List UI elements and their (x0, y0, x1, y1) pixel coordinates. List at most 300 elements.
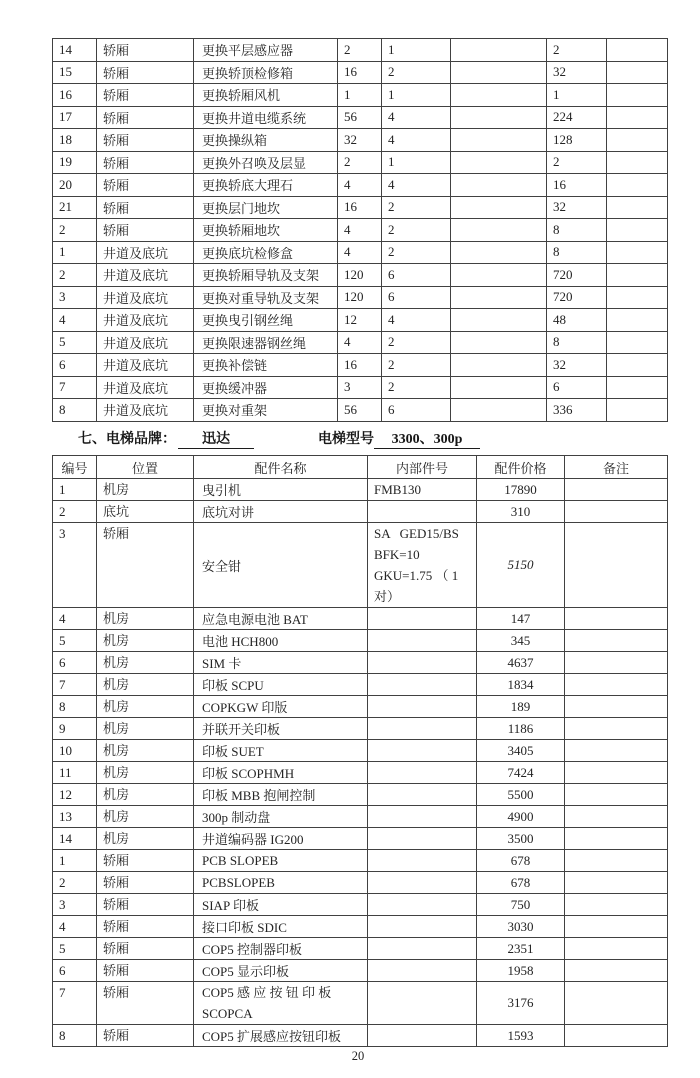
col-no: 5 (53, 938, 97, 960)
col-qty-b: 2 (382, 241, 451, 264)
col-total: 336 (547, 399, 607, 422)
col-total: 32 (547, 196, 607, 219)
col-location: 轿厢 (97, 850, 194, 872)
col-qty-a: 56 (338, 399, 382, 422)
col-work-item: 更换曳引钢丝绳 (194, 309, 338, 332)
col-location: 井道及底坑 (97, 354, 194, 377)
col-no: 5 (53, 630, 97, 652)
col-note (565, 740, 668, 762)
col-blank (451, 286, 547, 309)
col-qty-b: 2 (382, 219, 451, 242)
col-blank (451, 39, 547, 62)
table-row (53, 174, 668, 197)
col-no: 20 (53, 174, 97, 197)
col-remark (607, 219, 668, 242)
table-row (53, 630, 668, 652)
col-work-item: 更换操纵箱 (194, 129, 338, 152)
col-part-number (368, 740, 477, 762)
col-price: 5500 (477, 784, 565, 806)
col-no: 15 (53, 61, 97, 84)
col-part-number (368, 652, 477, 674)
col-work-item: 更换对重导轨及支架 (194, 286, 338, 309)
col-note (565, 674, 668, 696)
col-note (565, 872, 668, 894)
col-part-number (368, 938, 477, 960)
col-part-name: COPKGW 印版 (194, 696, 368, 718)
table-row (53, 501, 668, 523)
col-price: 3030 (477, 916, 565, 938)
col-part-number (368, 960, 477, 982)
col-part-name: SIAP 印板 (194, 894, 368, 916)
col-part-number (368, 696, 477, 718)
table-row (53, 151, 668, 174)
section-heading (78, 428, 480, 450)
col-part-name: 300p 制动盘 (194, 806, 368, 828)
col-location: 轿厢 (97, 219, 194, 242)
col-blank (451, 61, 547, 84)
col-work-item: 更换层门地坎 (194, 196, 338, 219)
col-qty-a: 120 (338, 286, 382, 309)
col-remark (607, 241, 668, 264)
col-qty-a: 4 (338, 331, 382, 354)
col-location: 机房 (97, 652, 194, 674)
col-work-item: 更换平层感应器 (194, 39, 338, 62)
col-location: 机房 (97, 696, 194, 718)
model-label: 电梯型号 (318, 432, 374, 447)
brand-label: 七、电梯品牌： (78, 432, 176, 447)
col-qty-a: 4 (338, 241, 382, 264)
col-part-number: FMB130 (368, 479, 477, 501)
col-work-item: 更换轿顶检修箱 (194, 61, 338, 84)
col-blank (451, 196, 547, 219)
col-no: 3 (53, 523, 97, 608)
col-location: 机房 (97, 674, 194, 696)
column-header: 配件名称 (194, 456, 368, 479)
col-qty-a: 2 (338, 151, 382, 174)
col-remark (607, 39, 668, 62)
col-qty-b: 4 (382, 174, 451, 197)
col-price: 3176 (477, 982, 565, 1025)
col-part-name: PCBSLOPEB (194, 872, 368, 894)
col-part-name: 接口印板 SDIC (194, 916, 368, 938)
col-blank (451, 309, 547, 332)
col-location: 轿厢 (97, 894, 194, 916)
col-total: 32 (547, 354, 607, 377)
col-price: 310 (477, 501, 565, 523)
col-location: 机房 (97, 828, 194, 850)
col-qty-b: 4 (382, 106, 451, 129)
col-no: 11 (53, 762, 97, 784)
col-no: 2 (53, 219, 97, 242)
col-location: 井道及底坑 (97, 399, 194, 422)
col-part-name: 安全钳 (194, 523, 368, 608)
col-part-number (368, 850, 477, 872)
col-remark (607, 61, 668, 84)
col-price: 1834 (477, 674, 565, 696)
col-location: 轿厢 (97, 872, 194, 894)
table-row (53, 129, 668, 152)
column-header: 内部件号 (368, 456, 477, 479)
table-row (53, 196, 668, 219)
table-row (53, 479, 668, 501)
col-location: 轿厢 (97, 960, 194, 982)
col-no: 3 (53, 894, 97, 916)
col-no: 1 (53, 479, 97, 501)
col-qty-b: 2 (382, 61, 451, 84)
col-note (565, 630, 668, 652)
col-part-name: 井道编码器 IG200 (194, 828, 368, 850)
col-price: 147 (477, 608, 565, 630)
page-number: 20 (351, 1049, 365, 1063)
col-price: 678 (477, 850, 565, 872)
col-part-name: 底坑对讲 (194, 501, 368, 523)
col-price: 4637 (477, 652, 565, 674)
col-remark (607, 309, 668, 332)
col-note (565, 960, 668, 982)
col-part-number (368, 501, 477, 523)
table-row (53, 938, 668, 960)
table-row (53, 309, 668, 332)
col-qty-a: 3 (338, 376, 382, 399)
table-header-row (53, 456, 668, 479)
col-part-number (368, 806, 477, 828)
col-no: 8 (53, 399, 97, 422)
col-work-item: 更换井道电缆系统 (194, 106, 338, 129)
col-note (565, 501, 668, 523)
col-no: 14 (53, 828, 97, 850)
col-total: 720 (547, 286, 607, 309)
table-row (53, 828, 668, 850)
col-remark (607, 354, 668, 377)
col-work-item: 更换底坑检修盒 (194, 241, 338, 264)
col-blank (451, 84, 547, 107)
column-header: 备注 (565, 456, 668, 479)
table-row (53, 264, 668, 287)
column-header: 编号 (53, 456, 97, 479)
col-remark (607, 286, 668, 309)
col-part-name: 印板 SCOPHMH (194, 762, 368, 784)
col-work-item: 更换轿厢风机 (194, 84, 338, 107)
col-total: 8 (547, 219, 607, 242)
col-blank (451, 174, 547, 197)
col-part-number (368, 718, 477, 740)
col-qty-b: 1 (382, 39, 451, 62)
col-no: 1 (53, 241, 97, 264)
table-row (53, 84, 668, 107)
col-work-item: 更换外召唤及层显 (194, 151, 338, 174)
col-note (565, 894, 668, 916)
col-no: 6 (53, 354, 97, 377)
column-header: 位置 (97, 456, 194, 479)
table-row (53, 740, 668, 762)
col-total: 48 (547, 309, 607, 332)
col-work-item: 更换轿底大理石 (194, 174, 338, 197)
col-price: 189 (477, 696, 565, 718)
table-row (53, 523, 668, 608)
col-part-number: SA GED15/BS BFK=10 GKU=1.75 （ 1 对） (368, 523, 477, 608)
col-location: 轿厢 (97, 61, 194, 84)
col-no: 18 (53, 129, 97, 152)
col-note (565, 762, 668, 784)
col-part-name: 电池 HCH800 (194, 630, 368, 652)
table-row (53, 894, 668, 916)
col-price: 7424 (477, 762, 565, 784)
table-row (53, 354, 668, 377)
col-work-item: 更换对重架 (194, 399, 338, 422)
col-no: 10 (53, 740, 97, 762)
table-row (53, 106, 668, 129)
col-location: 井道及底坑 (97, 309, 194, 332)
col-location: 机房 (97, 479, 194, 501)
table-row (53, 61, 668, 84)
col-note (565, 784, 668, 806)
col-note (565, 718, 668, 740)
table-row (53, 219, 668, 242)
col-qty-a: 32 (338, 129, 382, 152)
col-remark (607, 196, 668, 219)
col-note (565, 523, 668, 608)
col-location: 井道及底坑 (97, 241, 194, 264)
col-part-name: 印板 SCPU (194, 674, 368, 696)
col-remark (607, 264, 668, 287)
col-total: 8 (547, 241, 607, 264)
col-part-number (368, 828, 477, 850)
brand-value: 迅达 (178, 431, 254, 449)
col-location: 机房 (97, 740, 194, 762)
col-no: 13 (53, 806, 97, 828)
col-part-name: COP5 感 应 按 钮 印 板 SCOPCA (194, 982, 368, 1025)
table-row (53, 376, 668, 399)
col-part-number (368, 982, 477, 1025)
col-part-name: 曳引机 (194, 479, 368, 501)
col-qty-a: 56 (338, 106, 382, 129)
col-part-name: SIM 卡 (194, 652, 368, 674)
col-location: 机房 (97, 784, 194, 806)
col-no: 5 (53, 331, 97, 354)
col-part-number (368, 630, 477, 652)
col-blank (451, 376, 547, 399)
col-part-name: 应急电源电池 BAT (194, 608, 368, 630)
col-no: 19 (53, 151, 97, 174)
col-location: 底坑 (97, 501, 194, 523)
col-no: 8 (53, 696, 97, 718)
col-no: 6 (53, 652, 97, 674)
col-qty-b: 6 (382, 399, 451, 422)
col-part-name: 印板 MBB 抱闸控制 (194, 784, 368, 806)
col-location: 井道及底坑 (97, 331, 194, 354)
col-location: 轿厢 (97, 129, 194, 152)
col-part-number (368, 608, 477, 630)
col-qty-b: 6 (382, 286, 451, 309)
table-row (53, 784, 668, 806)
table-row (53, 331, 668, 354)
col-location: 轿厢 (97, 174, 194, 197)
col-price: 750 (477, 894, 565, 916)
col-qty-a: 4 (338, 174, 382, 197)
table-row (53, 982, 668, 1025)
table-row (53, 718, 668, 740)
table-row (53, 850, 668, 872)
col-price: 1593 (477, 1025, 565, 1047)
col-location: 轿厢 (97, 938, 194, 960)
parts-price-table (52, 455, 668, 1047)
col-location: 机房 (97, 762, 194, 784)
table-row (53, 762, 668, 784)
col-qty-b: 1 (382, 151, 451, 174)
col-qty-b: 2 (382, 354, 451, 377)
col-part-number (368, 784, 477, 806)
col-no: 8 (53, 1025, 97, 1047)
col-no: 3 (53, 286, 97, 309)
col-total: 16 (547, 174, 607, 197)
col-qty-a: 2 (338, 39, 382, 62)
col-qty-a: 120 (338, 264, 382, 287)
col-no: 14 (53, 39, 97, 62)
col-part-number (368, 1025, 477, 1047)
col-blank (451, 354, 547, 377)
table-row (53, 286, 668, 309)
model-value: 3300、300p (374, 431, 480, 449)
table-row (53, 608, 668, 630)
col-qty-a: 1 (338, 84, 382, 107)
col-part-name: COP5 控制器印板 (194, 938, 368, 960)
col-qty-a: 16 (338, 354, 382, 377)
col-blank (451, 219, 547, 242)
col-price: 5150 (477, 523, 565, 608)
col-location: 机房 (97, 806, 194, 828)
col-no: 7 (53, 982, 97, 1025)
col-part-number (368, 916, 477, 938)
col-blank (451, 106, 547, 129)
col-qty-b: 2 (382, 331, 451, 354)
col-blank (451, 399, 547, 422)
table-row (53, 960, 668, 982)
col-location: 轿厢 (97, 1025, 194, 1047)
col-blank (451, 151, 547, 174)
col-work-item: 更换限速器钢丝绳 (194, 331, 338, 354)
col-no: 12 (53, 784, 97, 806)
col-total: 224 (547, 106, 607, 129)
col-qty-b: 2 (382, 196, 451, 219)
table-row (53, 916, 668, 938)
col-qty-a: 16 (338, 196, 382, 219)
col-price: 2351 (477, 938, 565, 960)
col-no: 2 (53, 872, 97, 894)
col-remark (607, 174, 668, 197)
col-no: 2 (53, 264, 97, 287)
col-price: 3405 (477, 740, 565, 762)
col-remark (607, 331, 668, 354)
table-row (53, 872, 668, 894)
col-part-name: 并联开关印板 (194, 718, 368, 740)
col-qty-b: 1 (382, 84, 451, 107)
col-total: 8 (547, 331, 607, 354)
col-no: 16 (53, 84, 97, 107)
maintenance-items-table (52, 38, 668, 422)
col-no: 7 (53, 674, 97, 696)
col-part-number (368, 762, 477, 784)
table-row (53, 806, 668, 828)
col-no: 4 (53, 309, 97, 332)
table-row (53, 399, 668, 422)
table-row (53, 652, 668, 674)
col-location: 轿厢 (97, 84, 194, 107)
col-part-name: COP5 扩展感应按钮印板 (194, 1025, 368, 1047)
col-no: 7 (53, 376, 97, 399)
col-location: 机房 (97, 608, 194, 630)
col-remark (607, 129, 668, 152)
table-row (53, 1025, 668, 1047)
col-qty-b: 4 (382, 129, 451, 152)
col-no: 9 (53, 718, 97, 740)
col-qty-a: 4 (338, 219, 382, 242)
col-price: 1186 (477, 718, 565, 740)
col-note (565, 938, 668, 960)
col-location: 井道及底坑 (97, 264, 194, 287)
col-blank (451, 241, 547, 264)
col-no: 1 (53, 850, 97, 872)
col-work-item: 更换缓冲器 (194, 376, 338, 399)
col-note (565, 608, 668, 630)
col-total: 2 (547, 39, 607, 62)
table-row (53, 39, 668, 62)
col-part-name: 印板 SUET (194, 740, 368, 762)
col-no: 4 (53, 916, 97, 938)
col-location: 轿厢 (97, 151, 194, 174)
col-note (565, 828, 668, 850)
col-price: 678 (477, 872, 565, 894)
table-row (53, 674, 668, 696)
col-no: 17 (53, 106, 97, 129)
col-blank (451, 129, 547, 152)
col-work-item: 更换轿厢地坎 (194, 219, 338, 242)
col-location: 机房 (97, 718, 194, 740)
col-qty-b: 2 (382, 376, 451, 399)
col-price: 1958 (477, 960, 565, 982)
col-location: 轿厢 (97, 39, 194, 62)
col-location: 轿厢 (97, 196, 194, 219)
col-note (565, 1025, 668, 1047)
col-qty-b: 4 (382, 309, 451, 332)
col-price: 4900 (477, 806, 565, 828)
col-remark (607, 84, 668, 107)
col-price: 345 (477, 630, 565, 652)
col-note (565, 479, 668, 501)
col-no: 4 (53, 608, 97, 630)
col-location: 井道及底坑 (97, 286, 194, 309)
table-row (53, 241, 668, 264)
col-note (565, 850, 668, 872)
col-note (565, 806, 668, 828)
table-row (53, 696, 668, 718)
col-no: 2 (53, 501, 97, 523)
col-qty-a: 16 (338, 61, 382, 84)
col-total: 2 (547, 151, 607, 174)
col-total: 32 (547, 61, 607, 84)
col-location: 轿厢 (97, 106, 194, 129)
col-note (565, 982, 668, 1025)
col-part-name: COP5 显示印板 (194, 960, 368, 982)
col-part-number (368, 674, 477, 696)
col-note (565, 916, 668, 938)
col-remark (607, 106, 668, 129)
col-part-name: PCB SLOPEB (194, 850, 368, 872)
col-no: 21 (53, 196, 97, 219)
col-total: 720 (547, 264, 607, 287)
col-note (565, 696, 668, 718)
col-location: 轿厢 (97, 982, 194, 1025)
column-header: 配件价格 (477, 456, 565, 479)
